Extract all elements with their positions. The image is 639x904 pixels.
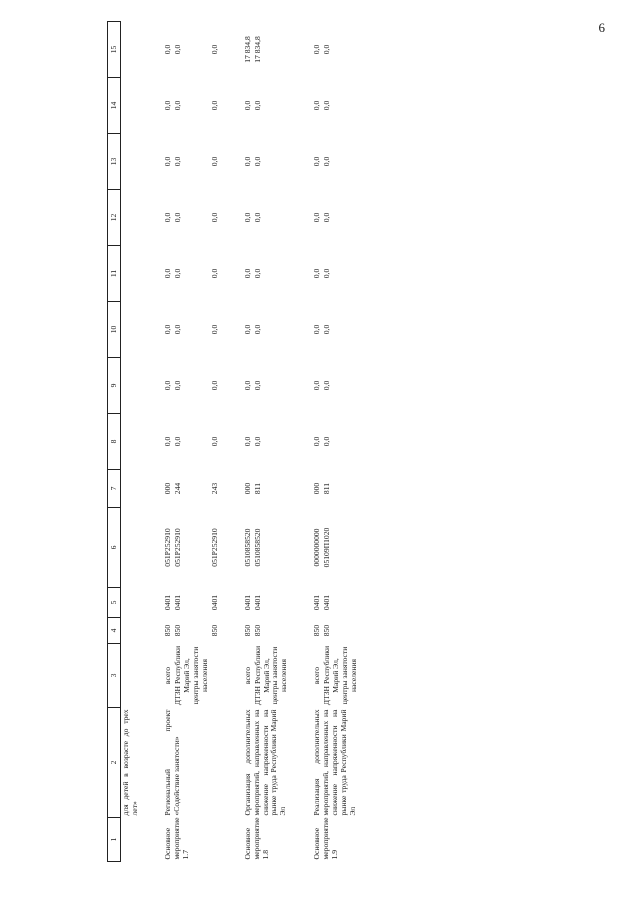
column-header-14: 14 <box>108 78 121 134</box>
amount-cell: 0,0 <box>172 268 182 279</box>
amount-cell: 0,0 <box>252 212 262 223</box>
expense-type-code: 811 <box>322 482 332 495</box>
responsible-executor <box>210 644 220 708</box>
column-header-3: 3 <box>108 644 121 708</box>
responsible-executor: всего <box>312 666 322 685</box>
header-row <box>108 22 121 862</box>
target-article-code: 0000000000 <box>312 528 322 567</box>
amount-cell: 0,0 <box>172 44 182 55</box>
amount-cell: 0,0 <box>312 436 322 447</box>
amount-cell: 0,0 <box>242 324 252 335</box>
expense-type-code: 000 <box>242 482 252 495</box>
measure-description: Реализация дополнительных мероприятий, направленных на снижение напряженности на рынке труда Республики Марий Эл <box>312 709 358 816</box>
target-article-code: 051P252910 <box>162 528 172 567</box>
amount-cell: 0,0 <box>172 212 182 223</box>
column-header-1: 1 <box>108 818 121 862</box>
amount-cell: 0,0 <box>322 212 332 223</box>
amount-cell: 0,0 <box>322 268 332 279</box>
grbs-code: 850 <box>172 624 182 637</box>
expense-type-code: 811 <box>252 482 262 495</box>
amount-cell: 0,0 <box>162 268 172 279</box>
amount-cell: 0,0 <box>252 156 262 167</box>
amount-cell: 0,0 <box>322 100 332 111</box>
amount-cell: 0,0 <box>322 436 332 447</box>
responsible-executor: ДТЗН Республики Марий Эл, центры занятости населения <box>322 645 359 706</box>
amount-cell: 0,0 <box>252 268 262 279</box>
budget-table <box>107 21 359 862</box>
section-code: 0401 <box>322 594 332 611</box>
target-article-code: 051P252910 <box>172 528 182 567</box>
amount-cell: 0,0 <box>172 100 182 111</box>
amount-cell: 0,0 <box>162 100 172 111</box>
amount-cell: 0,0 <box>209 100 219 111</box>
section-code: 0401 <box>162 594 172 611</box>
column-header-15: 15 <box>108 22 121 78</box>
grbs-code: 850 <box>162 624 172 637</box>
responsible-executor: всего <box>242 666 252 685</box>
amount-cell: 0,0 <box>312 44 322 55</box>
table-row <box>312 22 322 862</box>
column-header-10: 10 <box>108 302 121 358</box>
measure-code: Основное мероприятие 1.7 <box>162 817 190 860</box>
amount-cell: 0,0 <box>322 156 332 167</box>
amount-cell: 0,0 <box>252 380 262 391</box>
amount-cell: 17 834,8 <box>252 36 262 63</box>
amount-cell: 0,0 <box>209 268 219 279</box>
measure-code: Основное мероприятие 1.9 <box>312 817 340 860</box>
amount-cell: 0,0 <box>172 156 182 167</box>
expense-type-code: 000 <box>312 482 322 495</box>
rotated-table-container <box>107 26 507 862</box>
amount-cell: 0,0 <box>322 44 332 55</box>
responsible-executor: ДТЗН Республики Марий Эл, центры занятости населения <box>172 645 209 706</box>
amount-cell: 0,0 <box>312 268 322 279</box>
amount-cell: 0,0 <box>322 380 332 391</box>
responsible-executor: всего <box>162 666 172 685</box>
amount-cell: 0,0 <box>242 156 252 167</box>
amount-cell: 0,0 <box>162 324 172 335</box>
amount-cell: 0,0 <box>312 324 322 335</box>
column-header-13: 13 <box>108 134 121 190</box>
expense-type-code: 244 <box>172 482 182 495</box>
column-header-4: 4 <box>108 618 121 644</box>
amount-cell: 0,0 <box>162 156 172 167</box>
amount-cell: 0,0 <box>209 380 219 391</box>
column-header-12: 12 <box>108 190 121 246</box>
grbs-code: 850 <box>252 624 262 637</box>
amount-cell: 0,0 <box>209 436 219 447</box>
responsible-executor: ДТЗН Республики Марий Эл, центры занятости населения <box>252 645 289 706</box>
amount-cell: 0,0 <box>172 436 182 447</box>
target-article-code: 0510858520 <box>252 528 262 567</box>
section-code: 0401 <box>312 594 322 611</box>
column-header-8: 8 <box>108 414 121 470</box>
amount-cell: 0,0 <box>312 100 322 111</box>
amount-cell: 0,0 <box>252 324 262 335</box>
row-spacer <box>289 22 312 862</box>
target-article-code: 0510858520 <box>242 528 252 567</box>
amount-cell: 0,0 <box>162 436 172 447</box>
column-header-2: 2 <box>108 708 121 818</box>
amount-cell: 0,0 <box>172 380 182 391</box>
amount-cell: 0,0 <box>242 100 252 111</box>
amount-cell: 0,0 <box>209 212 219 223</box>
continuation-text: для детей в возрасте до трех лет» <box>121 709 139 816</box>
amount-cell: 0,0 <box>209 44 219 55</box>
amount-cell: 0,0 <box>242 212 252 223</box>
amount-cell: 0,0 <box>242 268 252 279</box>
amount-cell: 0,0 <box>252 100 262 111</box>
grbs-code: 850 <box>312 624 322 637</box>
column-header-11: 11 <box>108 246 121 302</box>
table-row <box>243 22 253 862</box>
amount-cell: 0,0 <box>242 380 252 391</box>
amount-cell: 0,0 <box>172 324 182 335</box>
amount-cell: 0,0 <box>312 156 322 167</box>
grbs-code: 850 <box>209 624 219 637</box>
measure-description: Региональный проект «Содействие занятости» <box>162 709 181 816</box>
amount-cell: 17 834,8 <box>242 36 252 63</box>
column-header-7: 7 <box>108 470 121 508</box>
amount-cell: 0,0 <box>312 212 322 223</box>
amount-cell: 0,0 <box>242 436 252 447</box>
amount-cell: 0,0 <box>252 436 262 447</box>
amount-cell: 0,0 <box>209 156 219 167</box>
amount-cell: 0,0 <box>162 380 172 391</box>
amount-cell: 0,0 <box>209 324 219 335</box>
table-row <box>163 22 173 862</box>
expense-type-code: 000 <box>162 482 172 495</box>
target-article-code: 05109П1020 <box>322 527 332 568</box>
row-spacer <box>220 22 243 862</box>
section-code: 0401 <box>242 594 252 611</box>
target-article-code: 051P252910 <box>209 528 219 567</box>
grbs-code: 850 <box>242 624 252 637</box>
expense-type-code: 243 <box>209 482 219 495</box>
amount-cell: 0,0 <box>162 212 172 223</box>
section-code: 0401 <box>209 594 219 611</box>
column-header-5: 5 <box>108 588 121 618</box>
page-number: 6 <box>598 20 605 35</box>
section-code: 0401 <box>172 594 182 611</box>
amount-cell: 0,0 <box>322 324 332 335</box>
grbs-code: 850 <box>322 624 332 637</box>
section-code: 0401 <box>252 594 262 611</box>
column-header-6: 6 <box>108 508 121 588</box>
measure-code: Основное мероприятие 1.8 <box>242 817 270 860</box>
measure-description: Организация дополнительных мероприятий, направленных на снижение напряженности на рынке труда Республики Марий Эл <box>242 709 288 816</box>
column-header-9: 9 <box>108 358 121 414</box>
row-spacer <box>140 22 163 862</box>
continuation-row <box>121 22 140 862</box>
table-body <box>121 22 360 862</box>
amount-cell: 0,0 <box>162 44 172 55</box>
amount-cell: 0,0 <box>312 380 322 391</box>
